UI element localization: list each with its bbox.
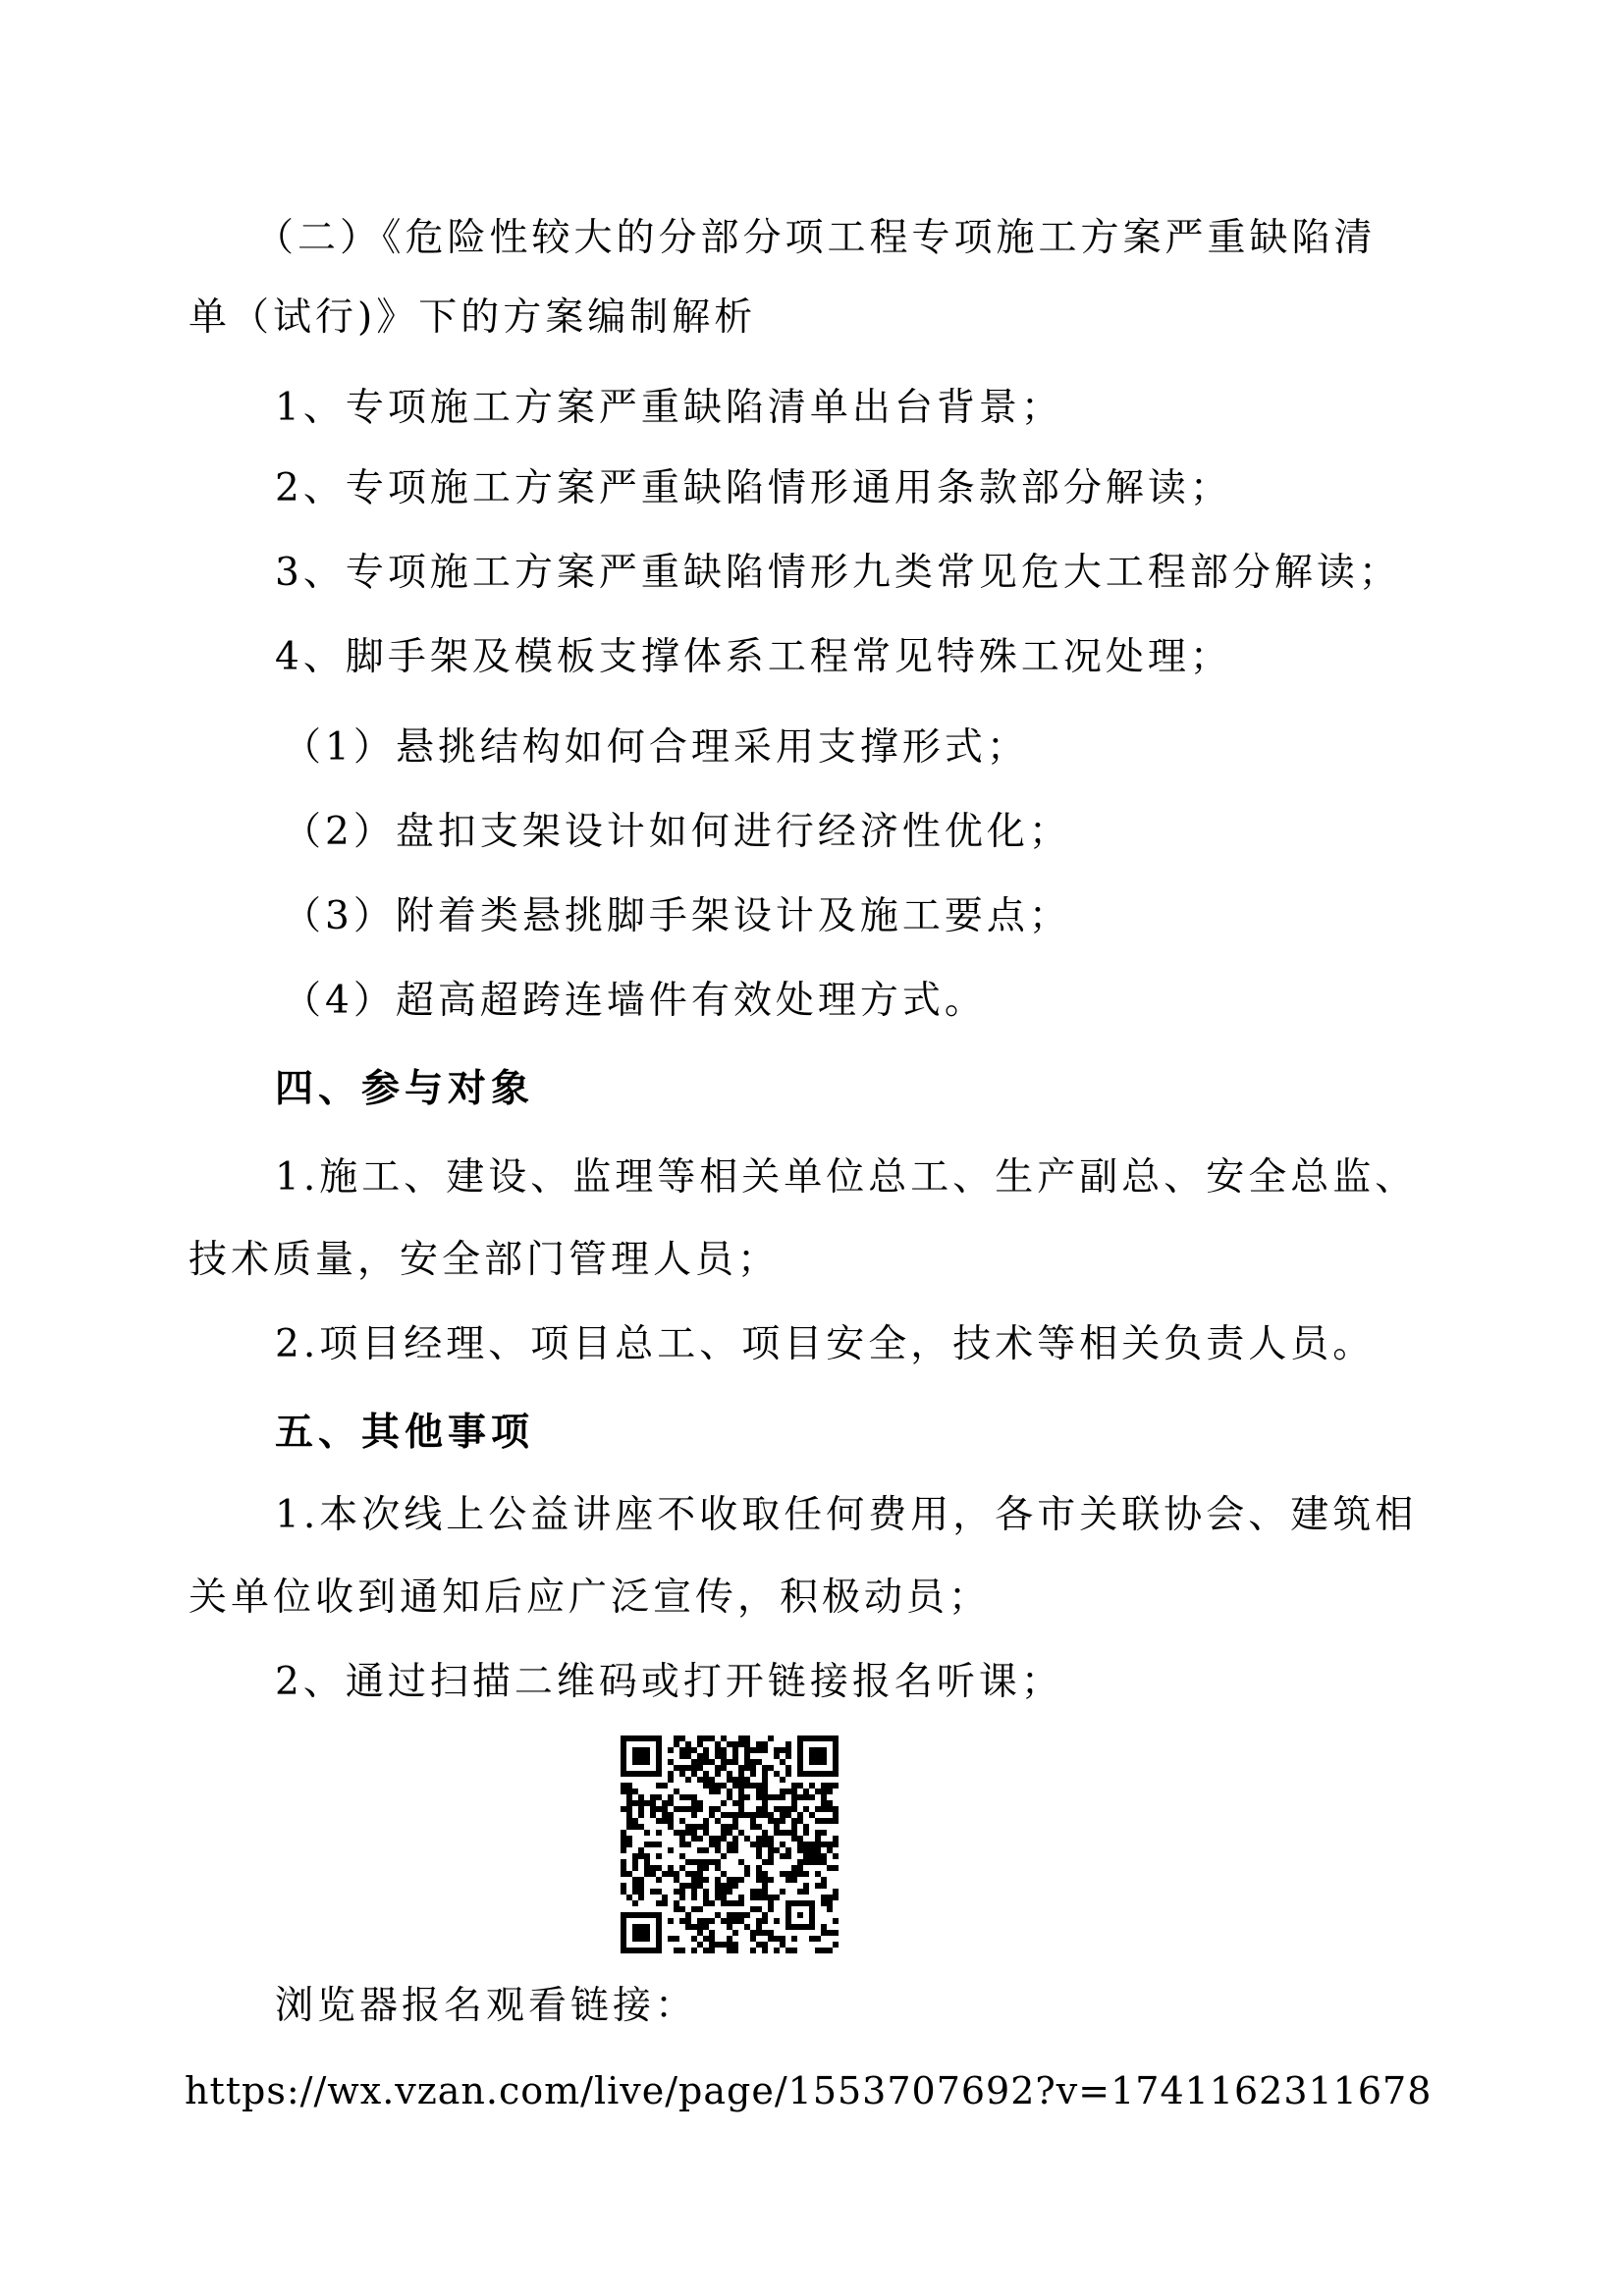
sub-list-item: （4）超高超跨连墙件有效处理方式。 [283,979,987,1023]
sub-list-item: （1）悬挑结构如何合理采用支撑形式； [283,725,1029,770]
sub-list-item: （3）附着类悬挑脚手架设计及施工要点； [283,894,1071,938]
other-line: 2、通过扫描二维码或打开链接报名听课； [275,1660,1063,1704]
list-item: 1、专项施工方案严重缺陷清单出台背景； [275,386,1063,430]
section-five-heading: 五、其他事项 [275,1411,535,1455]
participant-line: 技术质量，安全部门管理人员； [189,1238,781,1282]
other-line: 关单位收到通知后应广泛宣传，积极动员； [189,1575,992,1620]
section-two-title-line2: 单（试行)》下的方案编制解析 [189,295,757,340]
section-four-heading: 四、参与对象 [275,1067,535,1111]
participant-line: 2.项目经理、项目总工、项目安全，技术等相关负责人员。 [275,1322,1376,1366]
qr-code-icon[interactable] [621,1735,839,1953]
browser-link-label: 浏览器报名观看链接： [275,1984,698,2028]
section-two-title-line1: （二）《危险性较大的分部分项工程专项施工方案严重缺陷清 [255,216,1377,260]
list-item: 2、专项施工方案严重缺陷情形通用条款部分解读； [275,466,1232,510]
participant-line: 1.施工、建设、监理等相关单位总工、生产副总、安全总监、 [275,1155,1418,1200]
list-item: 4、脚手架及模板支撑体系工程常见特殊工况处理； [275,635,1232,679]
registration-link[interactable]: https://wx.vzan.com/live/page/1553707692?v=1741162311678 [185,2069,1433,2112]
list-item: 3、专项施工方案严重缺陷情形九类常见危大工程部分解读； [275,551,1401,595]
other-line: 1.本次线上公益讲座不收取任何费用，各市关联协会、建筑相 [275,1493,1418,1537]
sub-list-item: （2）盘扣支架设计如何进行经济性优化； [283,810,1071,854]
